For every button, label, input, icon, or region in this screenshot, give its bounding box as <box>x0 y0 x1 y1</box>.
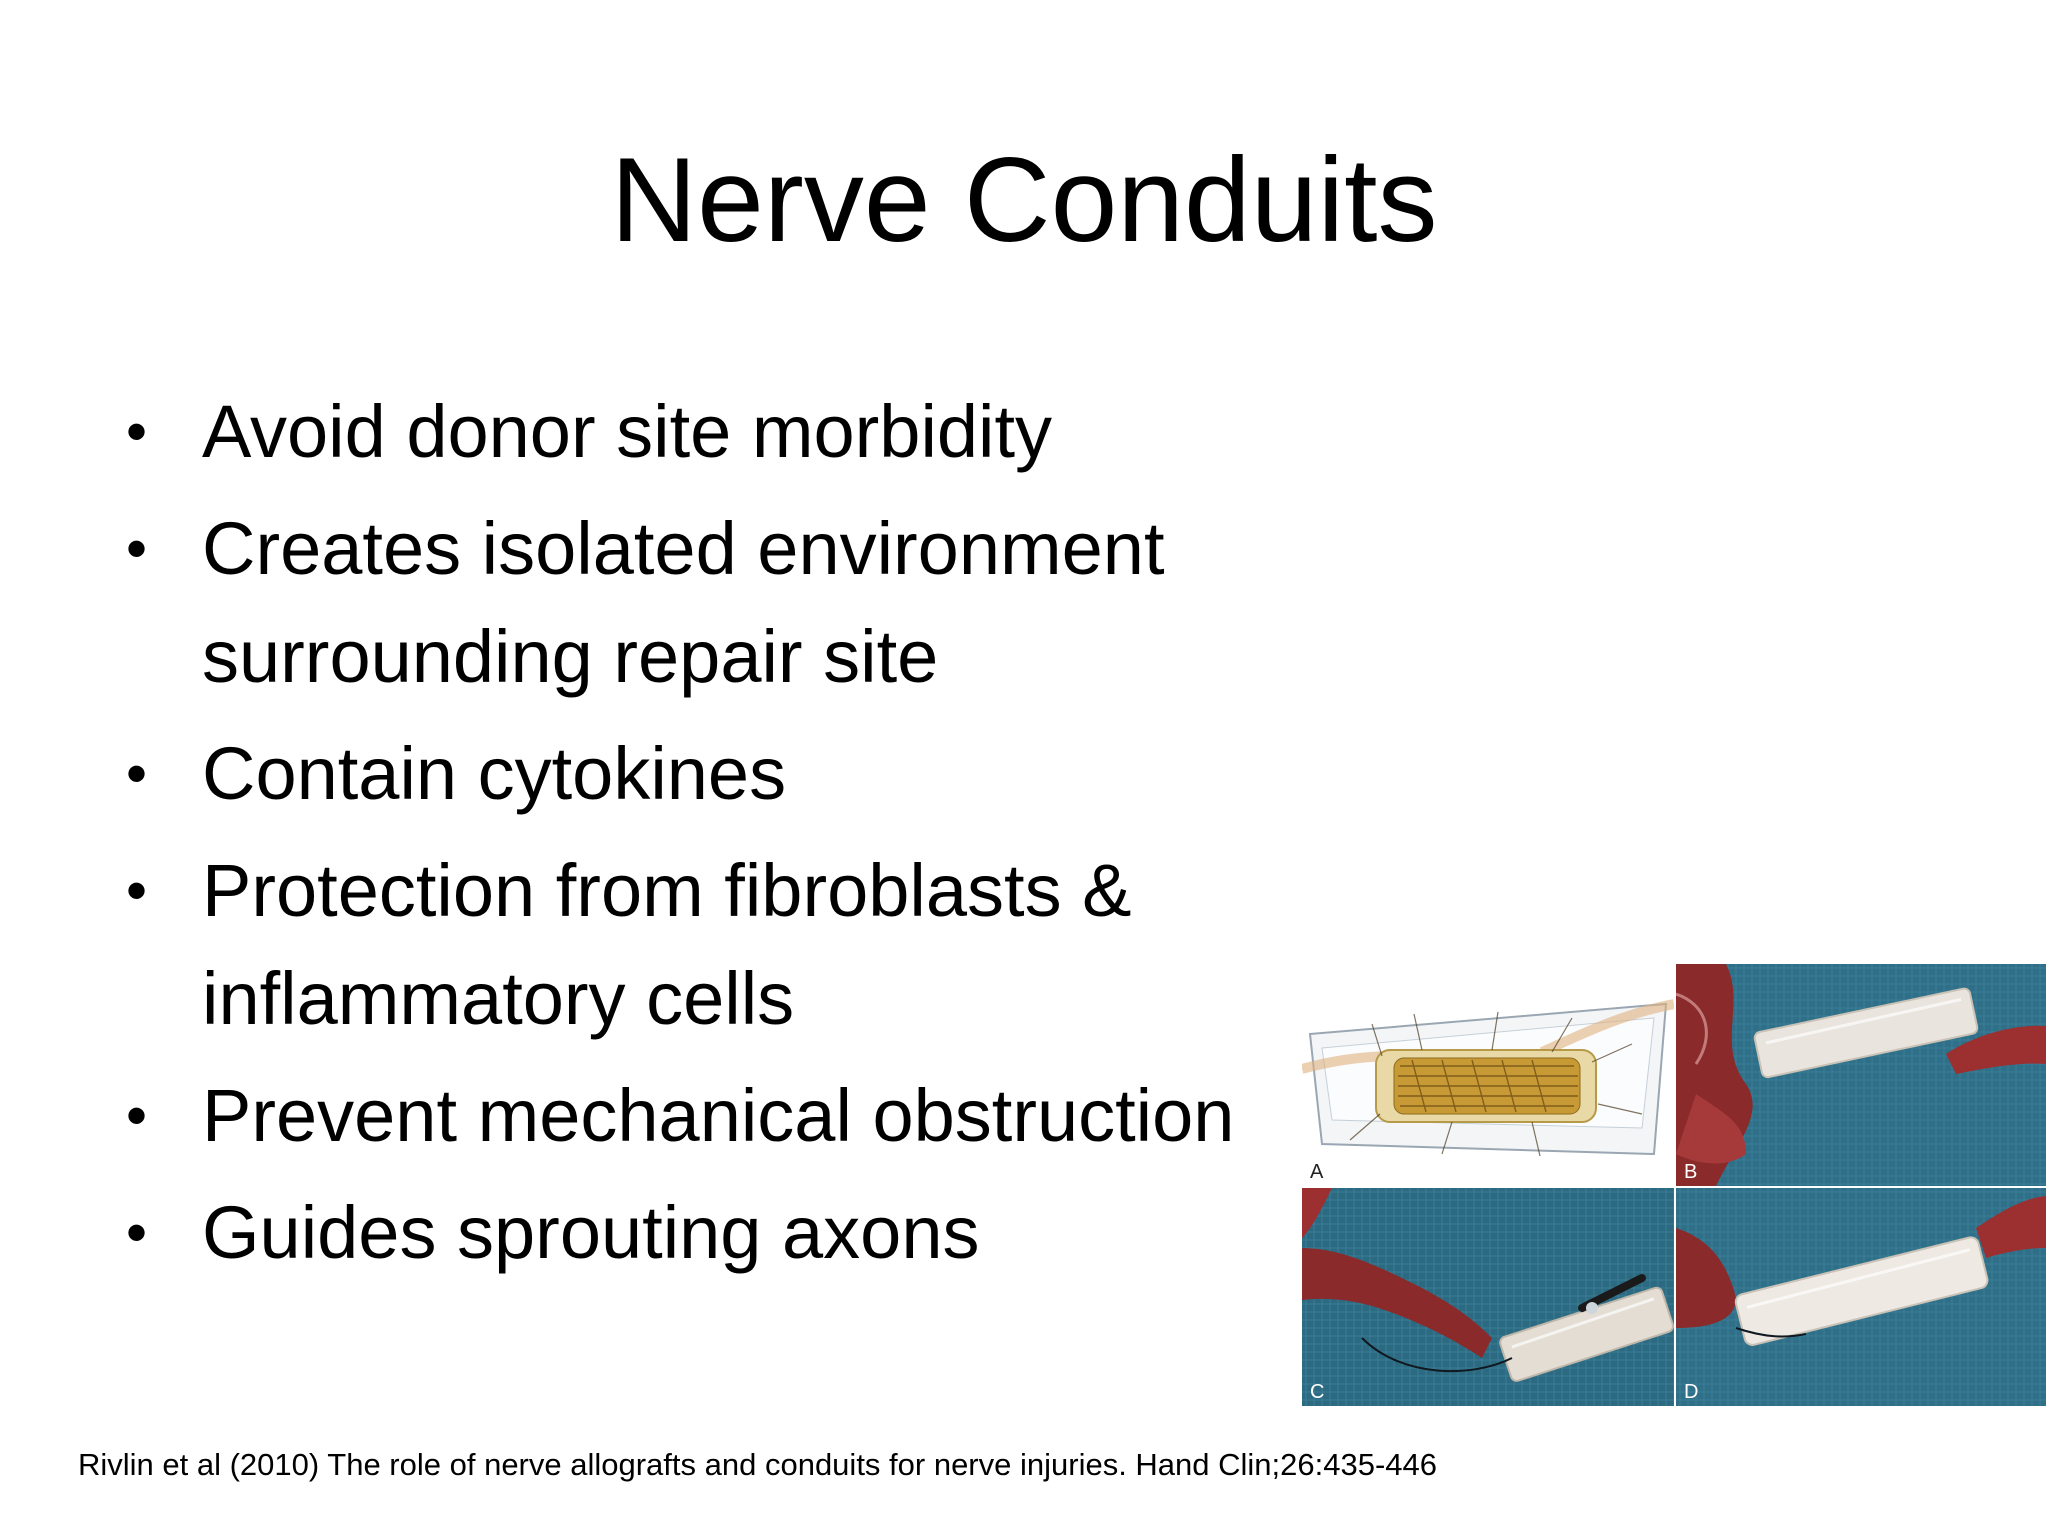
bullet-marker: • <box>126 515 148 582</box>
figure-panel-b <box>1676 964 2046 1186</box>
bullet-text: Prevent mechanical obstruction <box>202 1074 1235 1157</box>
figure-panel-d <box>1676 1188 2046 1406</box>
bullet-text: Contain cytokines <box>202 732 787 815</box>
panel-label-d: D <box>1684 1381 1699 1403</box>
panel-label-a: A <box>1310 1161 1324 1183</box>
conduit-figure <box>1302 964 2046 1406</box>
bullet-list <box>120 378 1360 1296</box>
bullet-marker: • <box>126 1199 148 1266</box>
citation: Rivlin et al (2010) The role of nerve allografts and conduits for nerve injuries. Hand Clin;26:435-446 <box>78 1447 1438 1482</box>
surgical-photo-b <box>1676 964 2046 1186</box>
panel-label-b: B <box>1684 1161 1698 1183</box>
bullet-text: Guides sprouting axons <box>202 1191 980 1274</box>
bullet-marker: • <box>126 740 148 807</box>
bullet-marker: • <box>126 857 148 924</box>
bullet-item <box>120 378 1360 486</box>
slide-title: Nerve Conduits <box>610 133 1438 267</box>
bullet-text: Avoid donor site morbidity <box>202 390 1053 473</box>
bullet-text: Protection from fibroblasts & inflammatory cells <box>202 849 1132 1040</box>
panel-label-c: C <box>1310 1381 1325 1403</box>
bullet-item <box>120 1179 1360 1287</box>
bullet-marker: • <box>126 1082 148 1149</box>
bullet-item <box>120 837 1360 1053</box>
conduit-illustration <box>1302 964 1674 1186</box>
surgical-photo-c <box>1302 1188 1674 1406</box>
surgical-photo-d <box>1676 1188 2046 1406</box>
bullet-item <box>120 720 1360 828</box>
bullet-text: Creates isolated environment surrounding repair site <box>202 507 1165 698</box>
figure-panel-c <box>1302 1188 1674 1406</box>
figure-panel-a <box>1302 964 1674 1186</box>
bullet-item <box>120 1062 1360 1170</box>
bullet-item <box>120 495 1360 711</box>
bullet-marker: • <box>126 398 148 465</box>
